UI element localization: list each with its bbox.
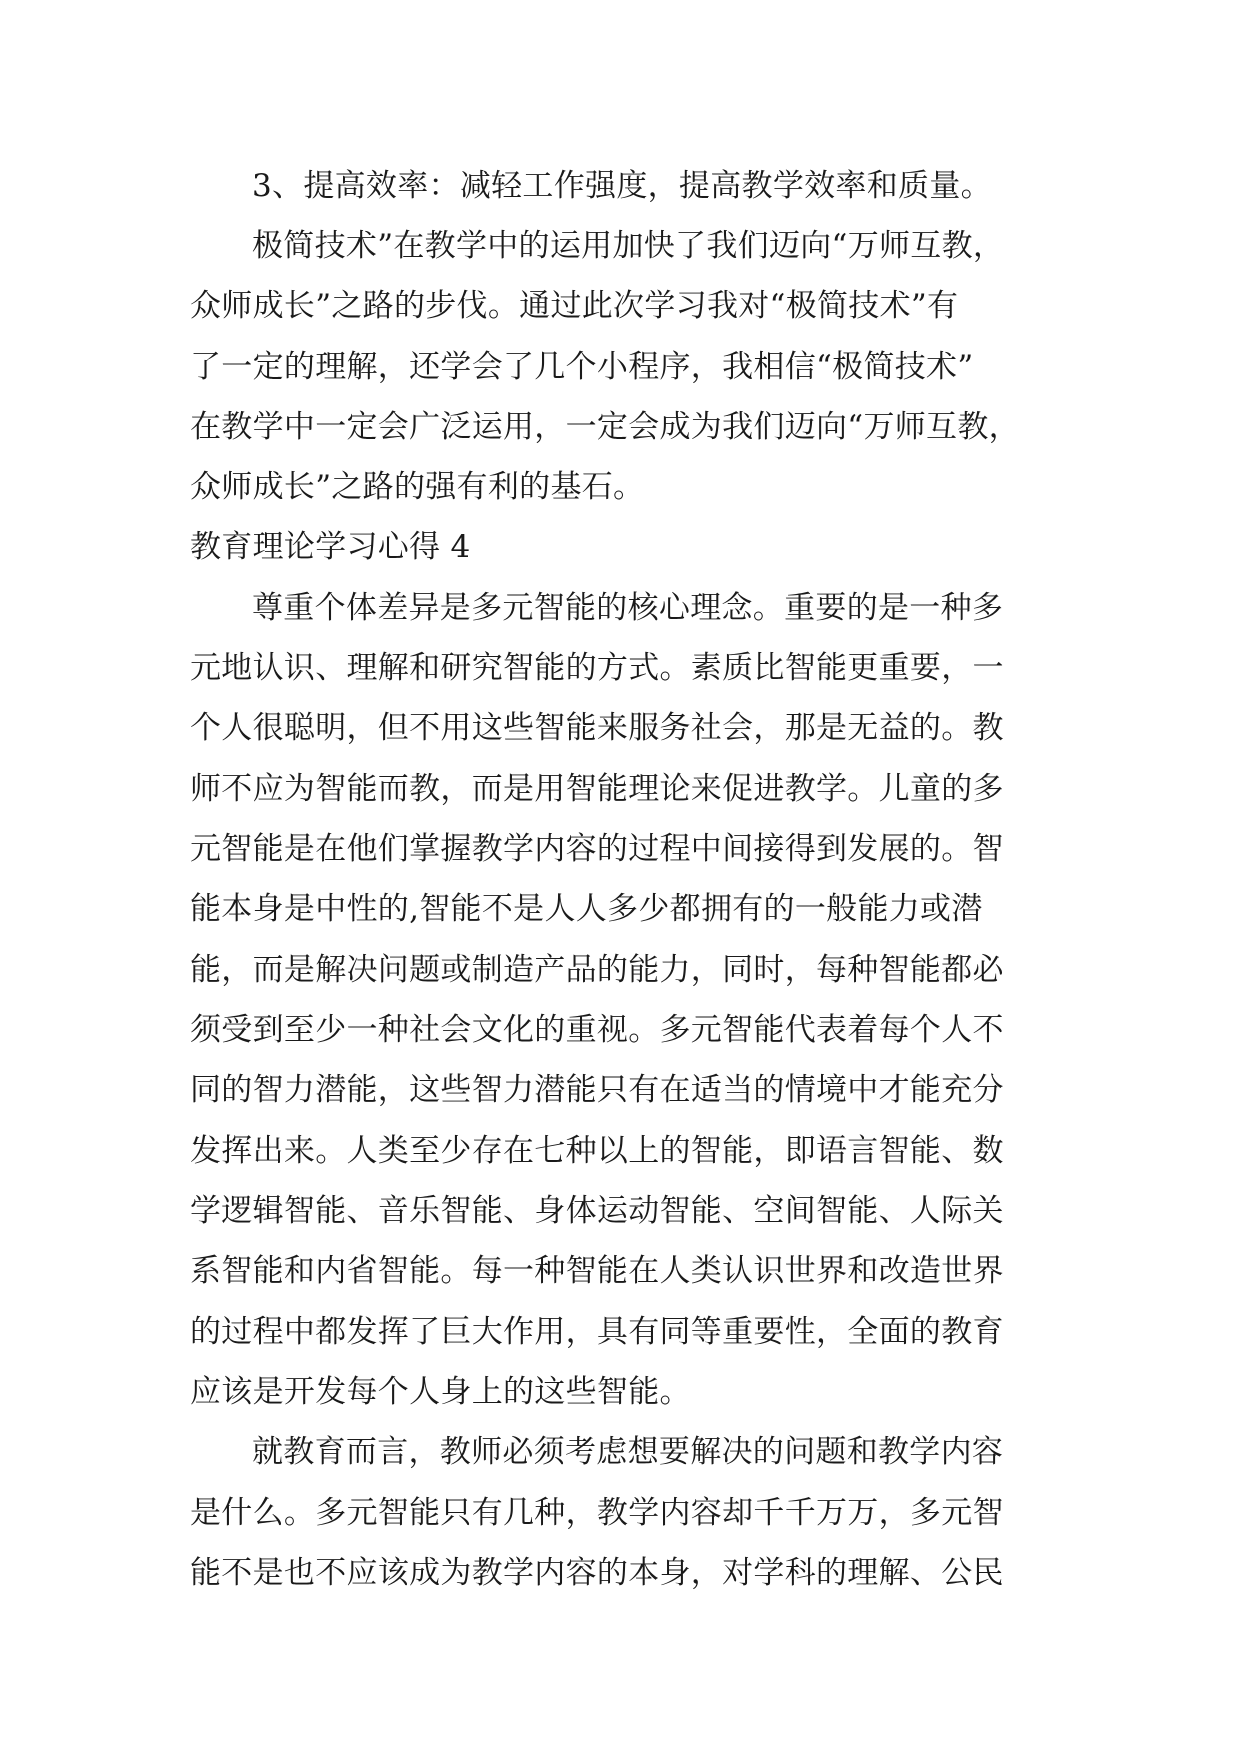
paragraph-line: 能本身是中性的,智能不是人人多少都拥有的一般能力或潜 [190,891,983,927]
paragraph-line: 在教学中一定会广泛运用，一定会成为我们迈向“万师互教， [190,409,1020,445]
paragraph-line: 众师成长”之路的步伐。通过此次学习我对“极简技术”有 [190,288,959,324]
paragraph-line: 同的智力潜能，这些智力潜能只有在适当的情境中才能充分 [190,1072,1004,1108]
paragraph-line: 师不应为智能而教，而是用智能理论来促进教学。儿童的多 [190,771,1004,807]
paragraph-line: 就教育而言，教师必须考虑想要解决的问题和教学内容 [252,1434,1004,1470]
paragraph-line: 了一定的理解，还学会了几个小程序，我相信“极简技术” [190,349,974,385]
paragraph-line: 系智能和内省智能。每一种智能在人类认识世界和改造世界 [190,1253,1004,1289]
paragraph-line: 元地认识、理解和研究智能的方式。素质比智能更重要，一 [190,650,1004,686]
paragraph-line: 众师成长”之路的强有利的基石。 [190,469,645,505]
section-heading: 教育理论学习心得 4 [190,529,471,565]
paragraph-line: 能，而是解决问题或制造产品的能力，同时，每种智能都必 [190,952,1004,988]
paragraph-line: 3、提高效率：减轻工作强度，提高教学效率和质量。 [252,168,992,204]
paragraph-line: 的过程中都发挥了巨大作用，具有同等重要性，全面的教育 [190,1314,1004,1350]
paragraph-line: 是什么。多元智能只有几种，教学内容却千千万万，多元智 [190,1495,1004,1531]
paragraph-line: 发挥出来。人类至少存在七种以上的智能，即语言智能、数 [190,1133,1004,1169]
paragraph-line: 个人很聪明，但不用这些智能来服务社会，那是无益的。教 [190,710,1004,746]
paragraph-line: 元智能是在他们掌握教学内容的过程中间接得到发展的。智 [190,831,1004,867]
paragraph-line: 尊重个体差异是多元智能的核心理念。重要的是一种多 [252,590,1004,626]
paragraph-line: 须受到至少一种社会文化的重视。多元智能代表着每个人不 [190,1012,1004,1048]
paragraph-line: 能不是也不应该成为教学内容的本身，对学科的理解、公民 [190,1555,1004,1591]
paragraph-line: 学逻辑智能、音乐智能、身体运动智能、空间智能、人际关 [190,1193,1004,1229]
paragraph-line: 应该是开发每个人身上的这些智能。 [190,1374,691,1410]
paragraph-line: 极简技术”在教学中的运用加快了我们迈向“万师互教， [252,228,1005,264]
